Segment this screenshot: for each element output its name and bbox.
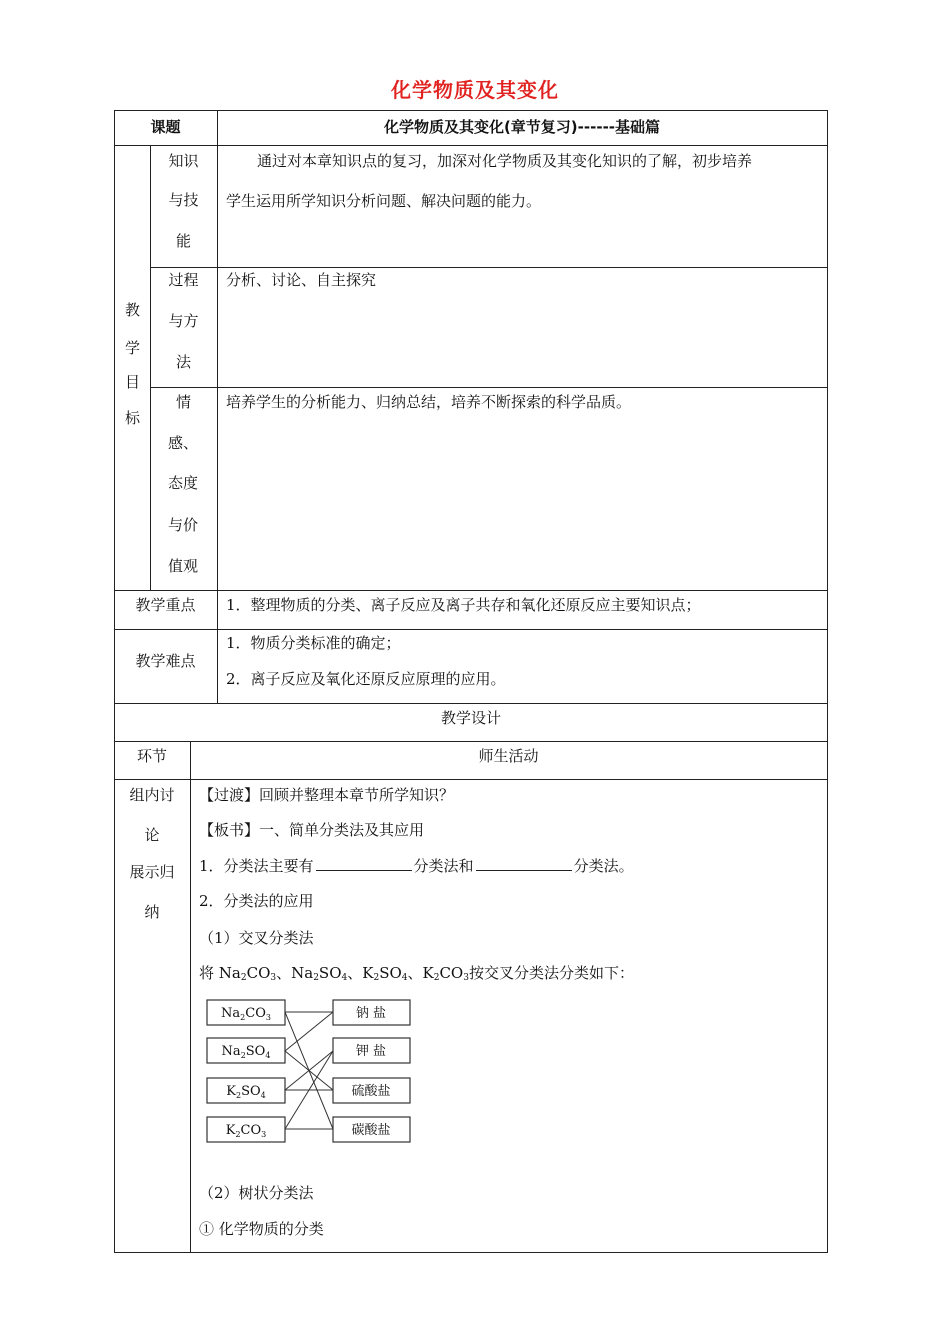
knowledge-label: 能: [175, 232, 191, 250]
formula-k2co3: $K_2CO_3$: [225, 1123, 267, 1139]
objectives-char: 学: [125, 339, 141, 357]
row-divider: [114, 741, 828, 742]
table-border-top: [114, 110, 828, 111]
difficulties-label: 教学难点: [135, 652, 196, 670]
stage-label: 论: [144, 826, 160, 844]
text-fragment: 按交叉分类法分类如下：: [468, 964, 634, 982]
section-header: 环节: [136, 747, 167, 765]
difficulties-text: 2．离子反应及氧化还原反应原理的应用。: [226, 670, 506, 688]
col-divider: [190, 741, 191, 1253]
activity-line: （2）树状分类法: [199, 1184, 314, 1202]
process-text: 分析、讨论、自主探究: [226, 271, 377, 289]
stage-label: 展示归: [129, 863, 175, 881]
blank-2[interactable]: [476, 856, 572, 871]
process-label: 法: [175, 353, 191, 371]
activity-line: 2．分类法的应用: [199, 892, 314, 910]
emotion-label: 情: [176, 393, 192, 411]
topic-label: 课题: [150, 118, 181, 136]
activity-line: 【过渡】回顾并整理本章节所学知识？: [199, 786, 455, 804]
label-sulfate: 硫酸盐: [351, 1084, 391, 1099]
text-fragment: 将: [199, 964, 219, 982]
connector-lines: [285, 1012, 333, 1129]
knowledge-label: 与技: [168, 191, 199, 209]
label-potassium-salt: 钾 盐: [355, 1044, 387, 1059]
label-carbonate: 碳酸盐: [351, 1123, 391, 1138]
stage-label: 纳: [144, 903, 160, 921]
topic-value: 化学物质及其变化(章节复习)------基础篇: [383, 118, 661, 136]
emotion-label: 感、: [168, 434, 199, 452]
knowledge-text: 通过对本章知识点的复习，加深对化学物质及其变化知识的了解，初步培养: [257, 152, 753, 170]
difficulties-text: 1．物质分类标准的确定；: [226, 634, 401, 652]
text-fragment: 1．分类法主要有: [199, 857, 314, 875]
objectives-char: 目: [125, 373, 141, 391]
label-sodium-salt: 钠 盐: [355, 1006, 387, 1021]
activity-line: （1）交叉分类法: [199, 929, 314, 947]
knowledge-text: 学生运用所学知识分析问题、解决问题的能力。: [226, 192, 542, 210]
table-border-left: [114, 110, 115, 1253]
row-divider: [114, 590, 828, 591]
objectives-char: 教: [125, 301, 141, 319]
row-divider: [114, 779, 828, 780]
row-divider: [114, 703, 828, 704]
process-label: 与方: [168, 312, 199, 330]
col-divider: [217, 145, 218, 703]
process-label: 过程: [168, 271, 199, 289]
row-divider: [150, 387, 828, 388]
activity-line: 【板书】一、简单分类法及其应用: [199, 821, 425, 839]
stage-label: 组内讨: [129, 786, 175, 804]
table-border-right: [827, 110, 828, 1253]
objectives-char: 标: [125, 409, 141, 427]
key-points-label: 教学重点: [135, 596, 196, 614]
formula-na2co3: $Na_2CO_3$: [221, 1006, 271, 1022]
blank-1[interactable]: [316, 856, 412, 871]
text-fragment: 分类法和: [413, 857, 474, 875]
formula-k2so4: $K_2SO_4$: [226, 1084, 266, 1100]
design-header: 教学设计: [440, 709, 501, 727]
emotion-text: 培养学生的分析能力、归纳总结，培养不断探索的科学品质。: [226, 393, 632, 411]
row-divider: [114, 629, 828, 630]
emotion-label: 态度: [168, 474, 199, 492]
activity-line: ① 化学物质的分类: [199, 1220, 324, 1238]
document-title: 化学物质及其变化: [391, 78, 559, 102]
text-fragment: 分类法。: [573, 857, 634, 875]
activity-header: 师生活动: [478, 747, 539, 765]
classification-blanks-line: [199, 856, 634, 876]
cross-classification-diagram: [203, 995, 418, 1150]
emotion-label: 值观: [168, 557, 199, 575]
row-divider: [114, 145, 828, 146]
table-border-bottom: [114, 1252, 828, 1253]
knowledge-label: 知识: [168, 152, 199, 170]
key-points-text: 1．整理物质的分类、离子反应及离子共存和氧化还原反应主要知识点；: [226, 596, 701, 614]
emotion-label: 与价: [168, 516, 199, 534]
formula-na2so4: $Na_2SO_4$: [221, 1044, 271, 1060]
row-divider: [150, 267, 828, 268]
compounds-line: 将 $Na_2CO_3$、$Na_2SO_4$、$K_2SO_4$、$K_2CO_3$按交叉分类法分类如下：: [199, 964, 634, 983]
